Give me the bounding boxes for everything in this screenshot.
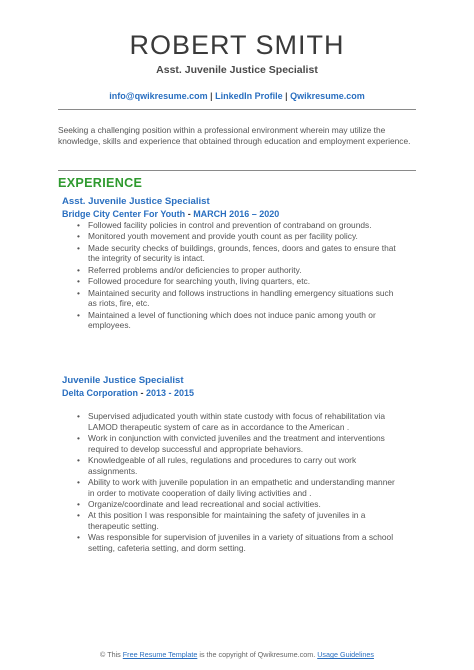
contact-separator: | <box>282 91 291 101</box>
resume-header <box>0 30 474 76</box>
job-title: Juvenile Justice Specialist <box>62 375 184 386</box>
responsibility-list <box>62 411 402 554</box>
list-item: • Knowledgeable of all rules, regulations and procedures to carry out work assignments. <box>62 455 402 476</box>
job-company-line <box>62 208 402 220</box>
usage-guidelines-link[interactable]: Usage Guidelines <box>317 650 374 659</box>
list-item: • Maintained security and follows instructions in handling emergency situations such as riots, fire, etc. <box>62 288 402 309</box>
list-item: • At this position I was responsible for maintaining the safety of juveniles in a therapeutic setting. <box>62 510 402 531</box>
list-item: • Work in conjunction with convicted juveniles and the treatment and interventions required to develop successful and appropriate behaviors. <box>62 433 402 454</box>
list-item: • Organize/coordinate and lead recreational and social activities. <box>62 499 402 510</box>
date-separator: - <box>138 388 147 398</box>
list-item: • Was responsible for supervision of juveniles in a variety of situations from a school setting, cafeteria setting, and dorm setting. <box>62 532 402 553</box>
contact-separator: | <box>207 91 216 101</box>
contact-line <box>0 91 474 101</box>
website-link[interactable]: Qwikresume.com <box>290 91 365 101</box>
header-divider <box>58 109 416 110</box>
footer-prefix: © This <box>100 650 123 659</box>
footer <box>0 650 474 659</box>
email-link[interactable]: info@qwikresume.com <box>109 91 208 101</box>
list-item: • Ability to work with juvenile population in an empathetic and understanding manner in order to motivate cooperation of daily living activities and . <box>62 477 402 498</box>
experience-heading: EXPERIENCE <box>58 176 143 190</box>
linkedin-link[interactable]: LinkedIn Profile <box>215 91 283 101</box>
summary-divider <box>58 170 416 171</box>
responsibility-list <box>62 220 402 331</box>
list-item: • Referred problems and/or deficiencies to proper authority. <box>62 265 402 276</box>
job-title: Asst. Juvenile Justice Specialist <box>62 196 210 207</box>
job-company-line <box>62 387 402 399</box>
company-name: Bridge City Center For Youth <box>62 209 186 219</box>
candidate-title: Asst. Juvenile Justice Specialist <box>156 64 318 76</box>
job-dates: 2013 - 2015 <box>146 388 195 398</box>
free-template-link[interactable]: Free Resume Template <box>122 650 198 659</box>
job-dates: MARCH 2016 – 2020 <box>193 209 280 219</box>
company-name: Delta Corporation <box>62 388 139 398</box>
footer-copyright-text: is the copyright of Qwikresume.com. <box>197 650 318 659</box>
date-separator: - <box>185 209 194 219</box>
job-entry <box>62 375 402 554</box>
list-item: • Maintained a level of functioning which does not induce panic among youth or employees. <box>62 310 402 331</box>
list-item: • Followed facility policies in control and prevention of contraband on grounds. <box>62 220 402 231</box>
summary-text: Seeking a challenging position within a professional environment wherein may utilize the knowledge, skills and experience that obtained through education and employment experience. <box>58 125 411 146</box>
list-item: • Made security checks of buildings, grounds, fences, doors and gates to ensure that the integrity of security is intact. <box>62 243 402 264</box>
candidate-name: ROBERT SMITH <box>129 30 345 60</box>
list-item: • Monitored youth movement and provide youth count as per facility policy. <box>62 231 402 242</box>
list-item: • Supervised adjudicated youth within state custody with focus of rehabilitation via LAMOD therapeutic system of care as in accordance to the American . <box>62 411 402 432</box>
job-entry <box>62 196 402 332</box>
list-item: • Followed procedure for searching youth, living quarters, etc. <box>62 276 402 287</box>
